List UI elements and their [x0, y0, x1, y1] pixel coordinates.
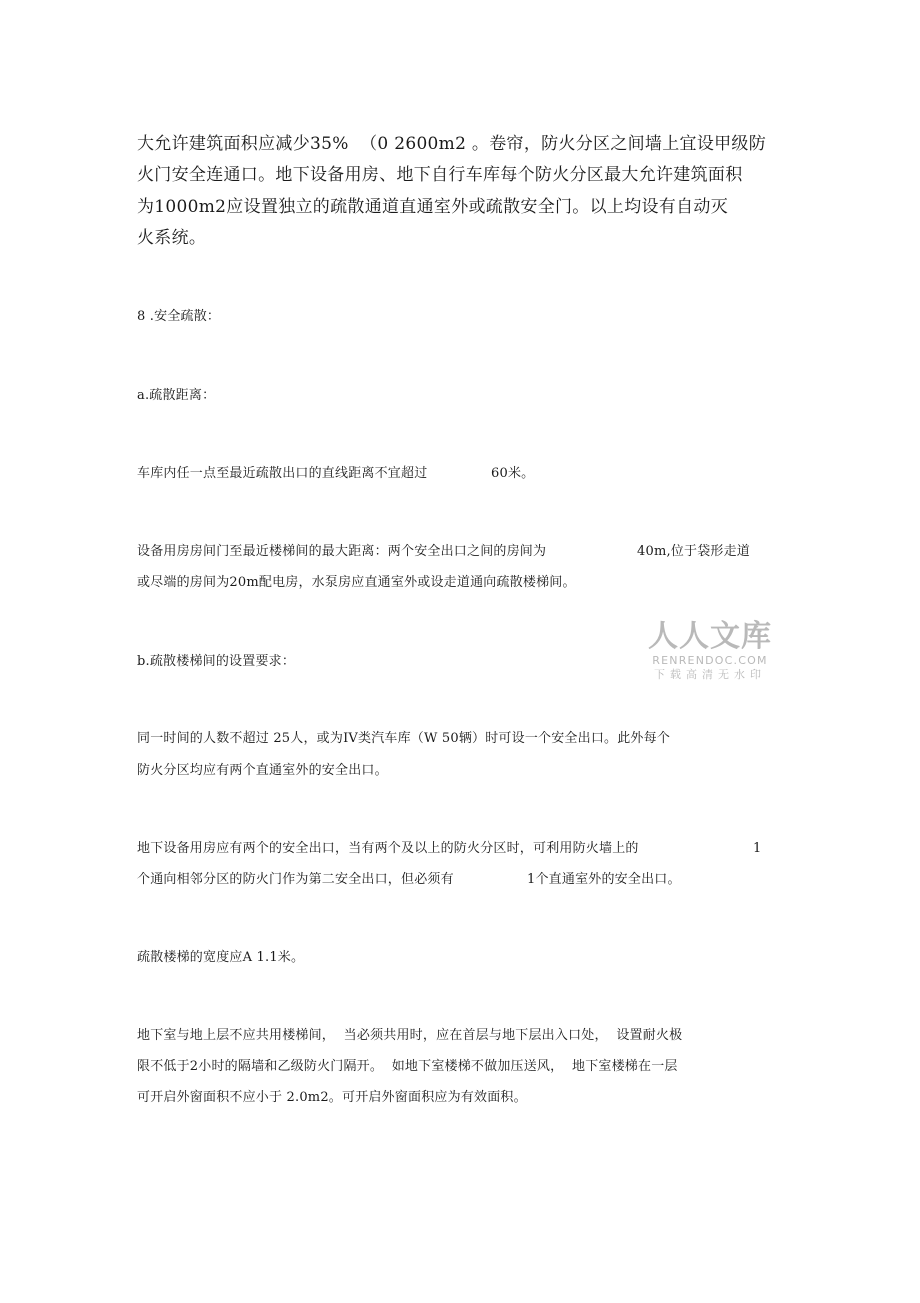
paragraph-line: 限不低于2小时的隔墙和乙级防火门隔开。 如地下室楼梯不做加压送风， 地下室楼梯在一层 [137, 1059, 678, 1074]
paragraph-line: 大允许建筑面积应减少35% （0 2600m2 。卷帘，防火分区之间墙上宜设甲级防 [137, 134, 767, 154]
paragraph-line: 同一时间的人数不超过 25人，或为IV类汽车库（W 50辆）时可设一个安全出口。此外每个 [137, 731, 671, 746]
paragraph-line: 个通向相邻分区的防火门作为第二安全出口，但必须有 [137, 872, 454, 887]
watermark-url: RENRENDOC.COM [652, 654, 768, 667]
watermark-subtitle: 下载高清无水印 [654, 668, 766, 681]
paragraph-line: 车库内任一点至最近疏散出口的直线距离不宜超过 [137, 466, 428, 481]
paragraph-line: 地下设备用房应有两个的安全出口，当有两个及以上的防火分区时，可利用防火墙上的 [137, 841, 639, 856]
watermark-logo [645, 620, 775, 682]
paragraph-value: 1 [753, 841, 762, 856]
paragraph-line: 地下室与地上层不应共用楼梯间， 当必须共用时，应在首层与地下层出入口处， 设置耐火极 [137, 1028, 683, 1043]
paragraph-line: 为1000m2应设置独立的疏散通道直通室外或疏散安全门。以上均设有自动灭 [137, 197, 728, 217]
paragraph-line: 或尽端的房间为20m配电房，水泵房应直通室外或设走道通向疏散楼梯间。 [137, 575, 576, 590]
subsection-heading: b.疏散楼梯间的设置要求： [137, 654, 296, 669]
watermark-title: 人人文库 [648, 619, 772, 654]
paragraph-line: 疏散楼梯的宽度应A 1.1米。 [137, 950, 305, 965]
section-heading: 8 .安全疏散： [137, 309, 221, 324]
paragraph-value: 60米。 [491, 466, 535, 481]
paragraph-line: 火系统。 [137, 228, 207, 248]
paragraph-line: 火门安全连通口。地下设备用房、地下自行车库每个防火分区最大允许建筑面积 [137, 165, 743, 185]
paragraph-line: 设备用房房间门至最近楼梯间的最大距离：两个安全出口之间的房间为 [137, 544, 547, 559]
paragraph-value: 40m,位于袋形走道 [637, 544, 751, 559]
paragraph-line: 可开启外窗面积不应小于 2.0m2。可开启外窗面积应为有效面积。 [137, 1090, 527, 1105]
paragraph-line: 防火分区均应有两个直通室外的安全出口。 [137, 763, 388, 778]
paragraph-value: 1个直通室外的安全出口。 [527, 872, 681, 887]
subsection-heading: a.疏散距离： [137, 388, 216, 403]
